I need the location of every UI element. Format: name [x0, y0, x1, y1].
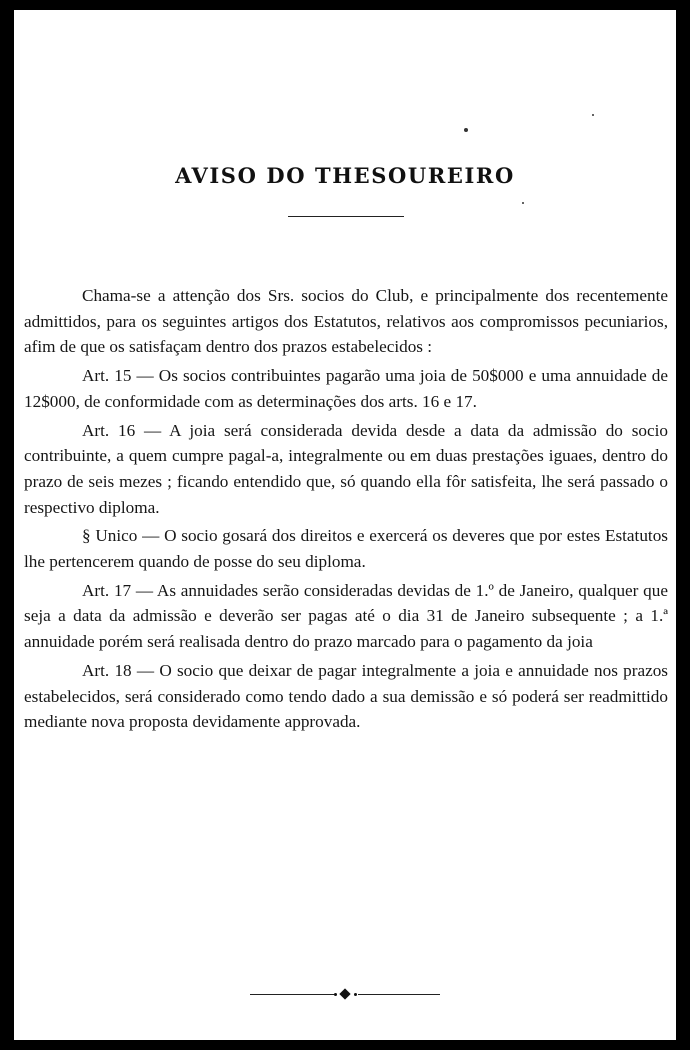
ornament-line-right [358, 994, 440, 995]
title-rule [288, 216, 404, 217]
paragraph-art-16: Art. 16 — A joia será considerada devida desde a data da admissão do socio contribuinte, a quem cumpre pagal-a, integralmente ou em duas prestações iguaes, dentro do prazo de seis mezes ; ficando entendido que, só quando ella fôr satisfeita, lhe será passado o respectivo diploma. [24, 420, 668, 517]
paragraph-art-15: Art. 15 — Os socios contribuintes pagarão uma joia de 50$000 e uma annuidade de 12$000, de conformidade com as determinações dos arts. 16 e 17. [24, 366, 668, 411]
ornament-diamond-icon [339, 988, 350, 999]
paragraph-unico: § Unico — O socio gosará dos direitos e exercerá os deveres que por estes Estatutos lhe pertencerem quando de posse do seu diploma. [24, 526, 668, 572]
paragraph-intro: Chama-se a attenção dos Srs. socios do Club, e principalmente dos recentemente admittidos, para os seguintes artigos dos Estatutos, relativos aos compromissos pecuniarios, afim de que os satisfaçam dentro dos prazos estabelecidos : [24, 286, 668, 357]
page-title: AVISO DO THESOUREIRO [175, 163, 515, 188]
ink-speck [522, 202, 524, 204]
paragraph-art-18: Art. 18 — O socio que deixar de pagar integralmente a joia e annuidade nos prazos estabelecidos, será considerado como tendo dado a sua demissão e só poderá ser readmittido mediante nova proposta devidamente approvada. [24, 660, 668, 732]
ornament-line-left [250, 994, 334, 995]
closing-ornament [250, 988, 440, 1002]
ink-speck [592, 114, 594, 116]
paragraph-art-17: Art. 17 — As annuidades serão consideradas devidas de 1.º de Janeiro, qualquer que seja a data da admissão e deverão ser pagas até o dia 31 de Janeiro subsequente ; a 1.ª annuidade porém será realisada dentro do prazo marcado para o pagamento da joia [24, 580, 668, 652]
notice-body [24, 283, 668, 735]
ornament-dot-left [334, 993, 337, 996]
ink-speck [464, 128, 468, 132]
ornament-dot-right [354, 993, 357, 996]
document-page [14, 10, 676, 1040]
